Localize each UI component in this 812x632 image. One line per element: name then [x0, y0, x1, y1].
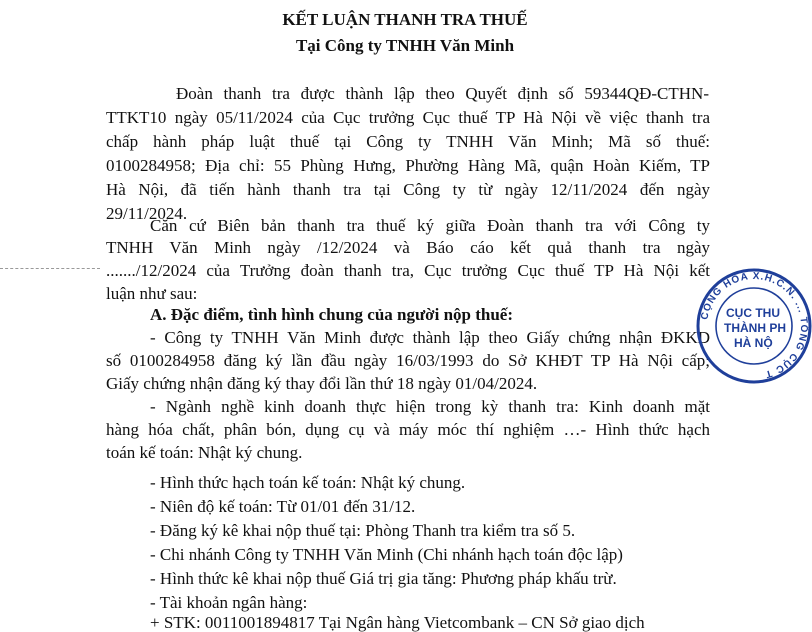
bullet1-line: - Công ty TNHH Văn Minh được thành lập theo Giấy chứng nhận ĐKKD	[150, 328, 710, 347]
info-item: - Hình thức kê khai nộp thuế Giá trị gia tăng: Phương pháp khấu trừ.	[150, 569, 617, 588]
bank-account: + STK: 0011001894817 Tại Ngân hàng Vietcombank – CN Sở giao dịch	[150, 613, 645, 632]
stamp-line1: CỤC THU	[726, 306, 780, 320]
para1-line: 29/11/2024.	[106, 204, 188, 223]
para2-line: Căn cứ Biên bản thanh tra thuế ký giữa Đoàn thanh tra với Công ty	[150, 216, 710, 235]
bullet2-line: hàng hóa chất, phân bón, dụng cụ và máy móc thí nghiệm …- Hình thức hạch	[106, 420, 710, 439]
info-item: - Tài khoản ngân hàng:	[150, 593, 308, 612]
bullet2-line: toán kế toán: Nhật ký chung.	[106, 443, 303, 462]
para1-line: TTKT10 ngày 05/11/2024 của Cục trưởng Cục thuế TP Hà Nội về việc thanh tra	[106, 108, 710, 127]
para2-line: ......./12/2024 của Trưởng đoàn thanh tra, Cục trưởng Cục thuế TP Hà Nội kết	[106, 261, 710, 280]
stamp-line3: HÀ NỘ	[734, 336, 773, 350]
bullet1-line: Giấy chứng nhận đăng ký thay đổi lần thứ 18 ngày 01/04/2024.	[106, 374, 538, 393]
para1-line: Đoàn thanh tra được thành lập theo Quyết định số 59344QĐ-CTHN-	[176, 84, 709, 103]
bullet1-line: số 0100284958 đăng ký lần đầu ngày 16/03/1993 do Sở KHĐT TP Hà Nội cấp;	[106, 351, 710, 370]
stamp-ring-text: CỘNG HÒA X.H.C.N. ... TỔNG CỤC T	[699, 270, 810, 380]
bullet2-line: - Ngành nghề kinh doanh thực hiện trong kỳ thanh tra: Kinh doanh mặt	[150, 397, 710, 416]
document-title: KẾT LUẬN THANH TRA THUẾ	[282, 10, 528, 29]
stamp-line2: THÀNH PH	[724, 321, 786, 335]
info-item: - Chi nhánh Công ty TNHH Văn Minh (Chi nhánh hạch toán độc lập)	[150, 545, 623, 564]
margin-dots	[0, 268, 100, 269]
para1-line: chấp hành pháp luật thuế tại Công ty TNHH Văn Minh; Mã số thuế:	[106, 132, 710, 151]
official-stamp	[692, 266, 812, 386]
para1-line: Hà Nội, đã tiến hành thanh tra tại Công ty từ ngày 12/11/2024 đến ngày	[106, 180, 710, 199]
para1-line: 0100284958; Địa chỉ: 55 Phùng Hưng, Phường Hàng Mã, quận Hoàn Kiếm, TP	[106, 156, 710, 175]
para2-line: luận như sau:	[106, 284, 198, 303]
document-subtitle: Tại Công ty TNHH Văn Minh	[295, 36, 515, 55]
section-a-heading: A. Đặc điểm, tình hình chung của người nộp thuế:	[150, 305, 514, 324]
para2-line: TNHH Văn Minh ngày /12/2024 và Báo cáo kết quả thanh tra ngày	[106, 238, 710, 257]
info-item: - Đăng ký kê khai nộp thuế tại: Phòng Thanh tra kiểm tra số 5.	[150, 521, 576, 540]
info-item: - Niên độ kế toán: Từ 01/01 đến 31/12.	[150, 497, 416, 516]
info-item: - Hình thức hạch toán kế toán: Nhật ký chung.	[150, 473, 466, 492]
